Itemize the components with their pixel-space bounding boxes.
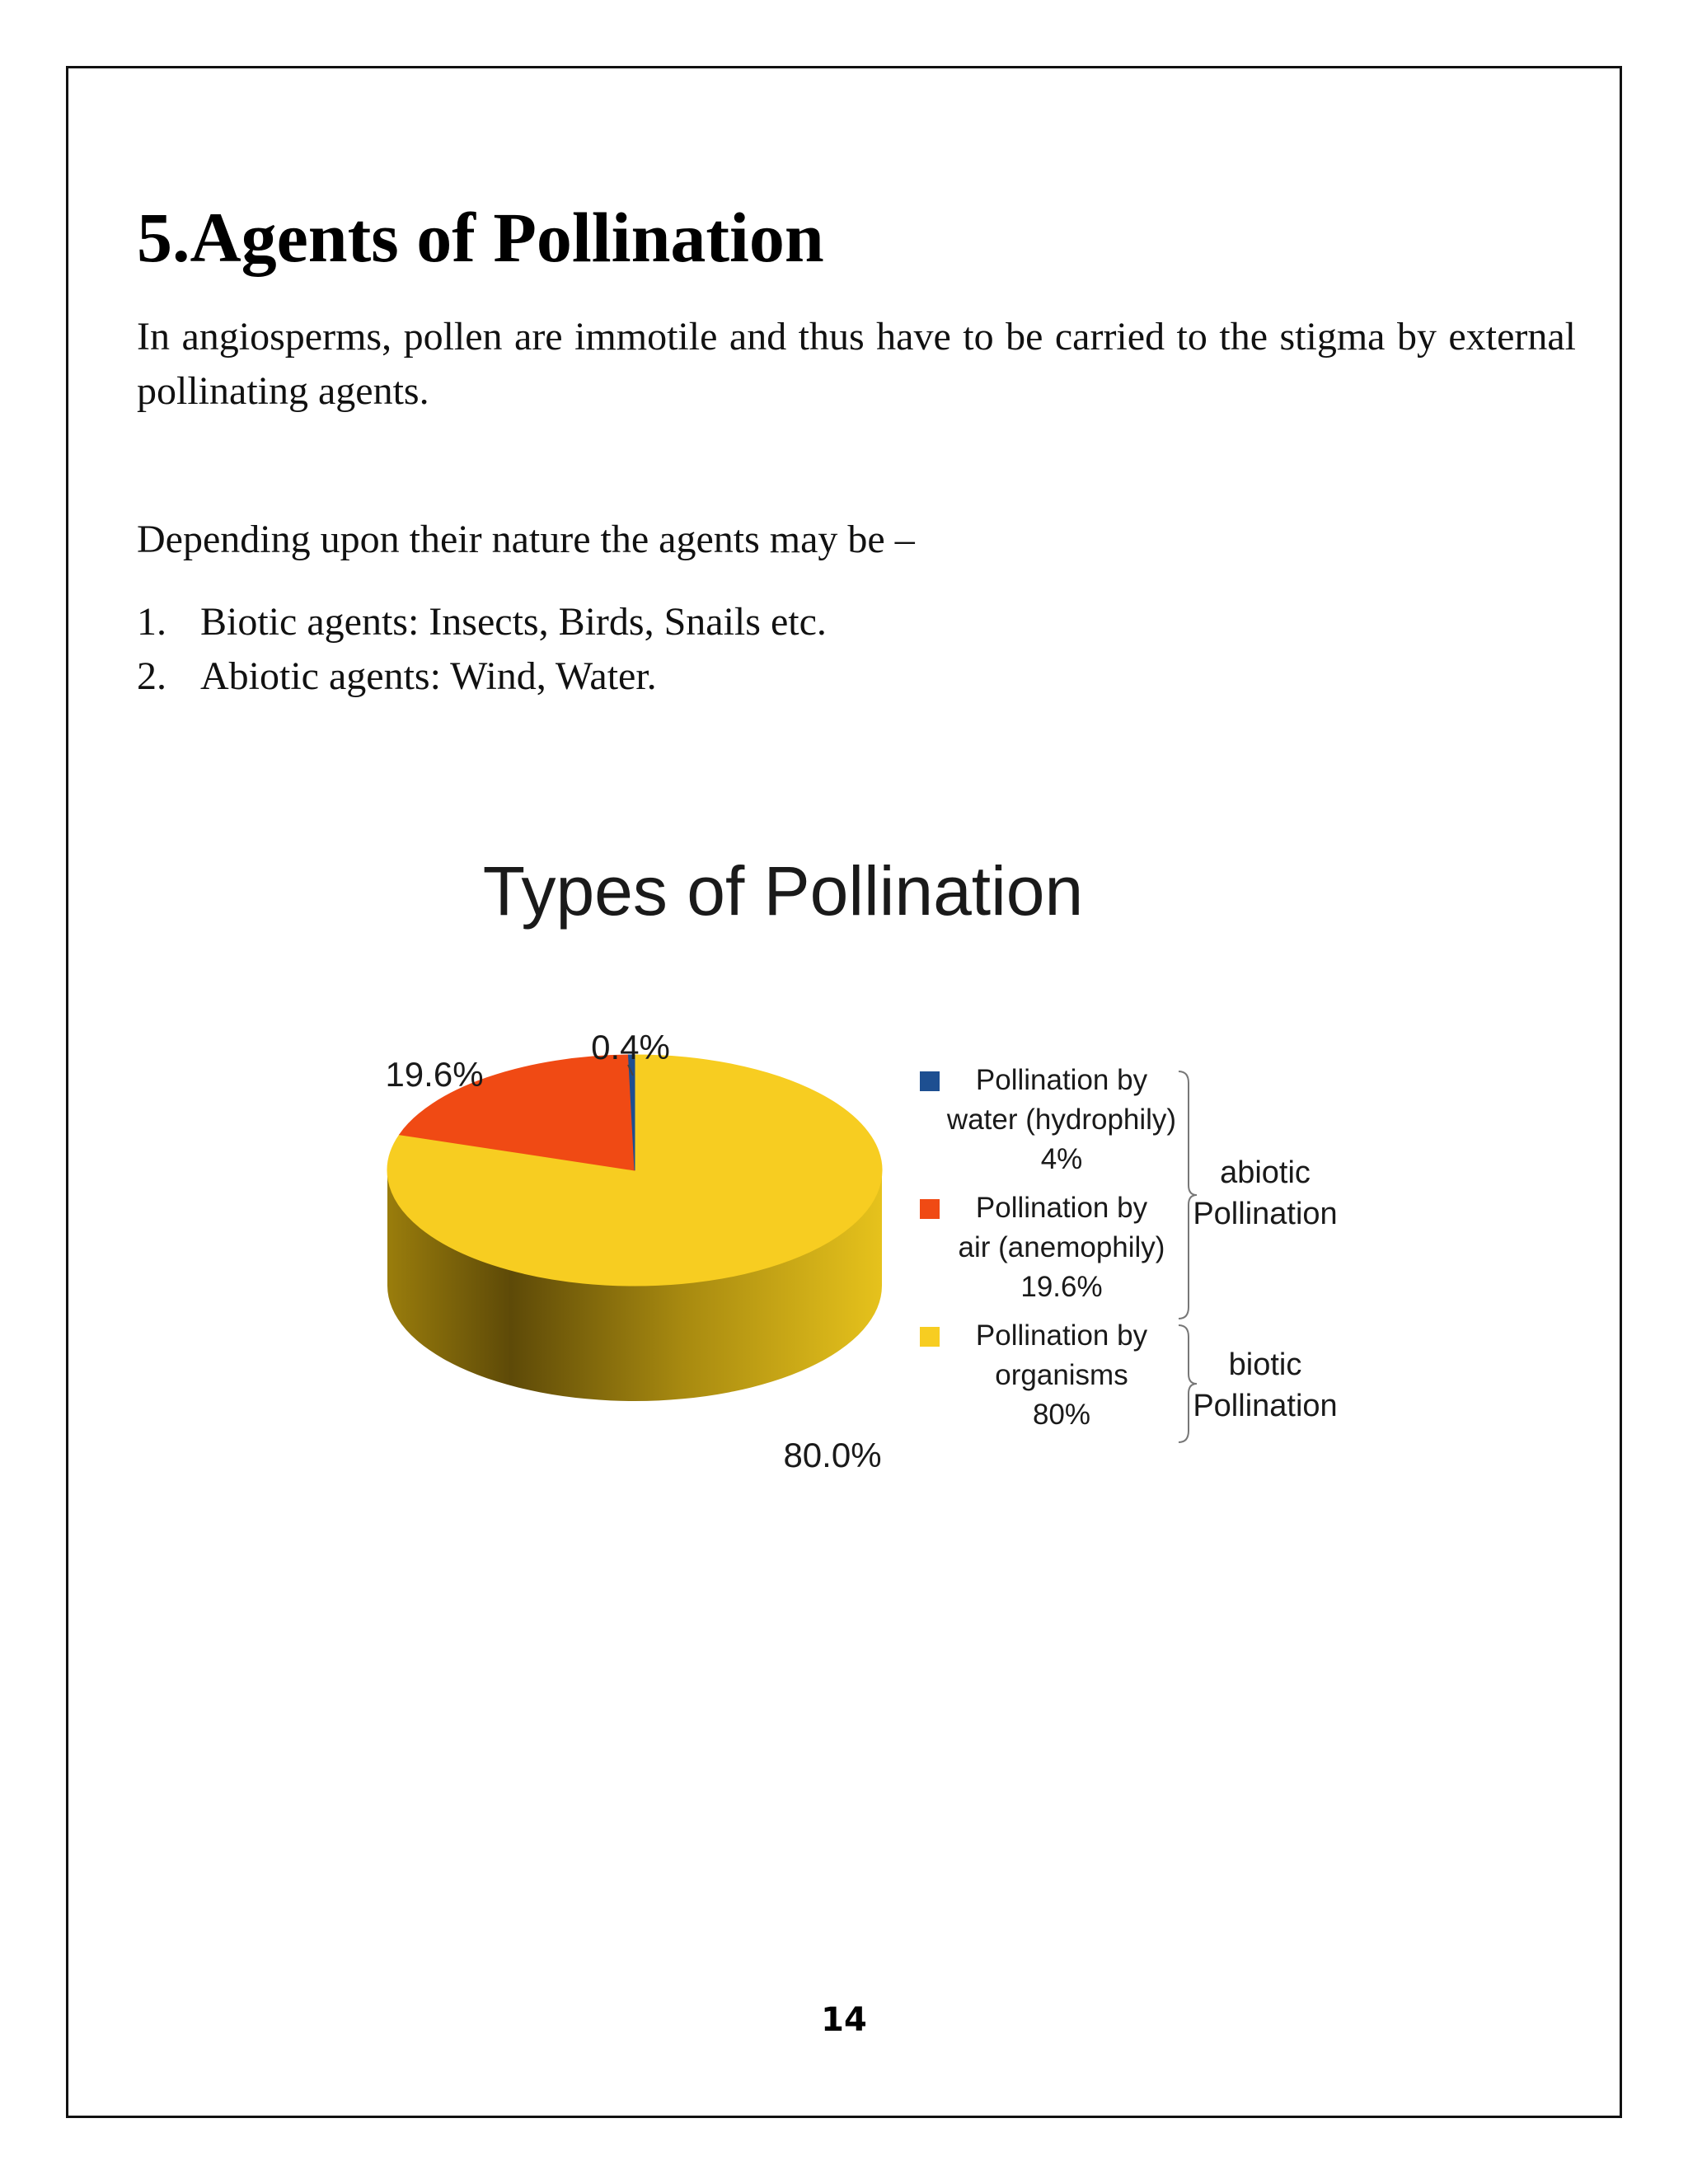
legend-entry-text: 19.6% bbox=[1020, 1271, 1103, 1303]
list-item-number: 1. bbox=[137, 600, 166, 644]
group-label: abiotic bbox=[1220, 1155, 1311, 1190]
legend-entry-text: 4% bbox=[1040, 1143, 1083, 1175]
group-label: biotic bbox=[1228, 1347, 1302, 1382]
group-label: Pollination bbox=[1193, 1197, 1338, 1231]
data-label: 19.6% bbox=[385, 1055, 484, 1094]
section-heading: 5.Agents of Pollination bbox=[137, 198, 824, 277]
legend-swatch bbox=[920, 1071, 940, 1091]
chart-title: Types of Pollination bbox=[482, 852, 1084, 930]
biotic-brace bbox=[1179, 1325, 1197, 1442]
legend-swatch bbox=[920, 1199, 940, 1219]
group-label: Pollination bbox=[1193, 1389, 1338, 1423]
abiotic-brace bbox=[1179, 1071, 1197, 1319]
pollination-pie-chart bbox=[346, 824, 1368, 1516]
agents-list bbox=[137, 595, 827, 704]
legend-entry-text: Pollination by bbox=[975, 1319, 1148, 1352]
list-item-text: Abiotic agents: Wind, Water. bbox=[200, 654, 657, 698]
pie-group bbox=[387, 1055, 882, 1401]
list-item-number: 2. bbox=[137, 654, 166, 698]
intro-paragraph: In angiosperms, pollen are immotile and thus have to be carried to the stigma by external pollinating agents. bbox=[137, 315, 1576, 413]
legend-entry-text: air (anemophily) bbox=[958, 1231, 1165, 1263]
legend-entry-text: Pollination by bbox=[975, 1192, 1148, 1224]
list-item-text: Biotic agents: Insects, Birds, Snails etc. bbox=[200, 600, 827, 644]
legend-entry-text: 80% bbox=[1032, 1399, 1091, 1431]
data-label: 0.4% bbox=[591, 1028, 670, 1066]
legend-entry-text: Pollination by bbox=[975, 1064, 1148, 1096]
chart-legend bbox=[920, 1064, 1338, 1442]
list-item bbox=[137, 649, 827, 704]
list-item bbox=[137, 595, 827, 649]
legend-swatch bbox=[920, 1327, 940, 1347]
legend-entry-text: organisms bbox=[995, 1359, 1128, 1391]
legend-entry-text: water (hydrophily) bbox=[946, 1104, 1177, 1136]
page-number: 14 bbox=[821, 2001, 867, 2039]
data-label: 80.0% bbox=[783, 1436, 882, 1474]
agents-intro-paragraph: Depending upon their nature the agents may be – bbox=[137, 518, 915, 561]
